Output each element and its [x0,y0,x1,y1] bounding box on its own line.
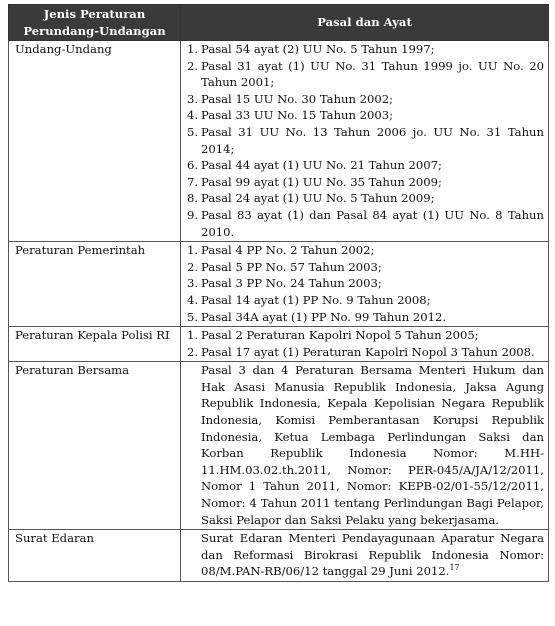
list-item: 7. Pasal 99 ayat (1) UU No. 35 Tahun 2009; [187,174,442,189]
article-paragraph [187,530,544,580]
list-item: 5. Pasal 34A ayat (1) PP No. 99 Tahun 2012. [187,309,447,324]
list-item: 8. Pasal 24 ayat (1) UU No. 5 Tahun 2009; [187,191,435,206]
article-list [187,242,544,325]
regulation-table [8,4,549,582]
list-item: 2. Pasal 5 PP No. 57 Tahun 2003; [187,259,382,274]
table-row [9,41,549,242]
footnote-marker: 17 [449,563,460,573]
table-row [9,530,549,582]
list-item: 6. Pasal 44 ayat (1) UU No. 21 Tahun 2007; [187,158,442,173]
article-list-cell [181,327,549,362]
article-list [187,41,544,240]
list-item: 1. Pasal 2 Peraturan Kapolri Nopol 5 Tahun 2005; [187,328,479,343]
list-item: 2. Pasal 31 ayat (1) UU No. 31 Tahun 1999 jo. UU No. 20 Tahun 2001; [187,58,544,90]
list-item: 4. Pasal 33 UU No. 15 Tahun 2003; [187,108,394,123]
article-text-cell [181,530,549,582]
table-row [9,362,549,530]
list-item: 3. Pasal 3 PP No. 24 Tahun 2003; [187,276,382,291]
list-item: 3. Pasal 15 UU No. 30 Tahun 2002; [187,91,394,106]
regulation-type: Peraturan Kepala Polisi RI [9,327,181,362]
list-item: 1. Pasal 4 PP No. 2 Tahun 2002; [187,243,375,258]
article-list-cell [181,41,549,242]
list-item: 1. Pasal 54 ayat (2) UU No. 5 Tahun 1997; [187,42,435,56]
article-text: Surat Edaran Menteri Pendayagunaan Aparatur Negara dan Reformasi Birokrasi Republik Indonesia Nomor: 08/M.PAN-RB/06/12 tanggal 29 Juni 2012. [201,531,544,579]
regulation-type: Peraturan Bersama [9,362,181,530]
list-item: 2. Pasal 17 ayat (1) Peraturan Kapolri Nopol 3 Tahun 2008. [187,344,535,359]
list-item: 9. Pasal 83 ayat (1) dan Pasal 84 ayat (1) UU No. 8 Tahun 2010. [187,207,544,239]
article-text-cell [181,362,549,530]
article-paragraph: Pasal 3 dan 4 Peraturan Bersama Menteri Hukum dan Hak Asasi Manusia Republik Indonesia, Jaksa Agung Republik Indonesia, Kepala Kepolisian Negara Republik Indonesia, Komisi Pemberantasan Korupsi Republik Indonesia, Ketua Lembaga Perlindungan Saksi dan Korban Republik Indonesia Nomor: M.HH-11.HM.03.02.th.2011, Nomor: PER-045/A/JA/12/2011, Nomor 1 Tahun 2011, Nomor: KEPB-02/01-55/12/2011, Nomor: 4 Tahun 2011 tentang Perlindungan Bagi Pelapor, Saksi Pelapor dan Saksi Pelaku yang bekerjasama. [201,363,544,527]
regulation-type: Surat Edaran [9,530,181,582]
article-list-cell [181,242,549,327]
table-row [9,242,549,327]
list-item: 4. Pasal 14 ayat (1) PP No. 9 Tahun 2008; [187,292,431,307]
regulation-type: Undang-Undang [9,41,181,242]
table-header-row [9,5,549,41]
header-pasal-dan-ayat: Pasal dan Ayat [181,5,549,41]
header-jenis-peraturan: Jenis Peraturan Perundang-Undangan [9,5,181,41]
table-row [9,327,549,362]
article-list [187,327,544,360]
list-item: 5. Pasal 31 UU No. 13 Tahun 2006 jo. UU No. 31 Tahun 2014; [187,124,544,156]
regulation-type: Peraturan Pemerintah [9,242,181,327]
